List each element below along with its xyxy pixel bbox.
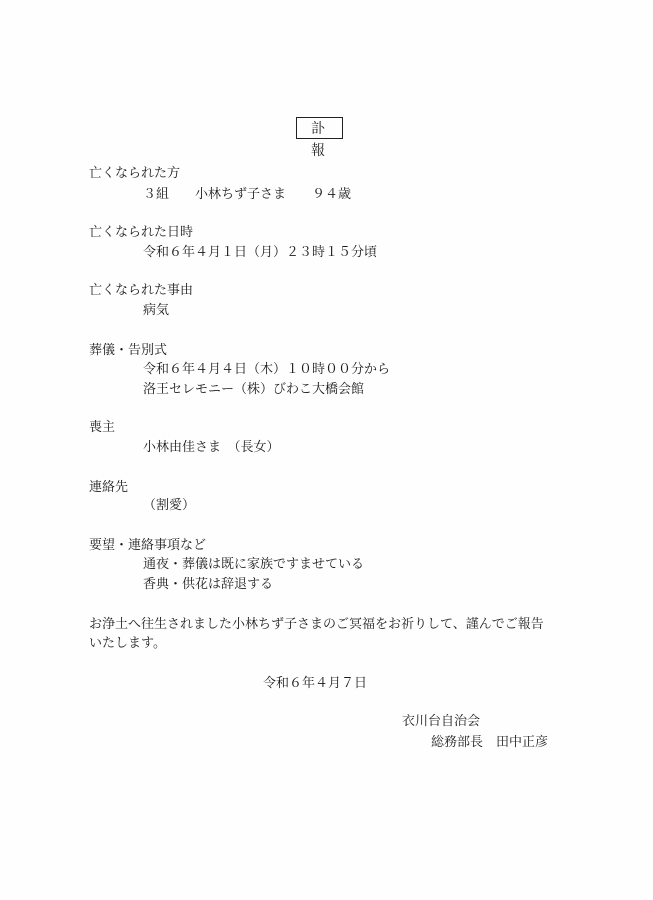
section-heading-funeral: 葬儀・告別式 <box>89 343 168 358</box>
document-title: 訃 報 <box>296 117 343 139</box>
section-line-funeral-time: 令和６年４月４日（木）１０時００分から <box>143 362 391 377</box>
section-heading-contact: 連絡先 <box>89 480 129 495</box>
section-line-requests-2: 香典・供花は辞退する <box>143 577 274 592</box>
section-line-chief-mourner: 小林由佳さま （長女） <box>143 440 280 455</box>
section-heading-requests: 要望・連絡事項など <box>89 538 207 553</box>
sender-organization: 衣川台自治会 <box>402 714 481 729</box>
sender-person: 総務部長 田中正彦 <box>431 735 549 750</box>
closing-line-1: お浄土へ往生されました小林ちず子さまのご冥福をお祈りして、謹んでご報告 <box>89 617 544 632</box>
section-line-datetime: 令和６年４月１日（月）２３時１５分頃 <box>143 245 378 260</box>
section-heading-deceased: 亡くなられた方 <box>89 166 181 181</box>
section-line-requests-1: 通夜・葬儀は既に家族ですませている <box>143 557 365 572</box>
closing-line-2: いたします。 <box>89 636 166 651</box>
section-heading-chief-mourner: 喪主 <box>89 420 116 435</box>
section-line-funeral-venue: 洛王セレモニー（株）びわこ大橋会館 <box>143 382 365 397</box>
section-heading-cause: 亡くなられた事由 <box>89 283 194 298</box>
notice-date: 令和６年４月７日 <box>263 676 368 691</box>
section-line-contact: （割愛） <box>143 498 196 513</box>
section-line-cause: 病気 <box>143 303 170 318</box>
section-line-deceased: ３組 小林ちず子さま ９４歳 <box>143 187 352 202</box>
section-heading-datetime: 亡くなられた日時 <box>89 225 194 240</box>
